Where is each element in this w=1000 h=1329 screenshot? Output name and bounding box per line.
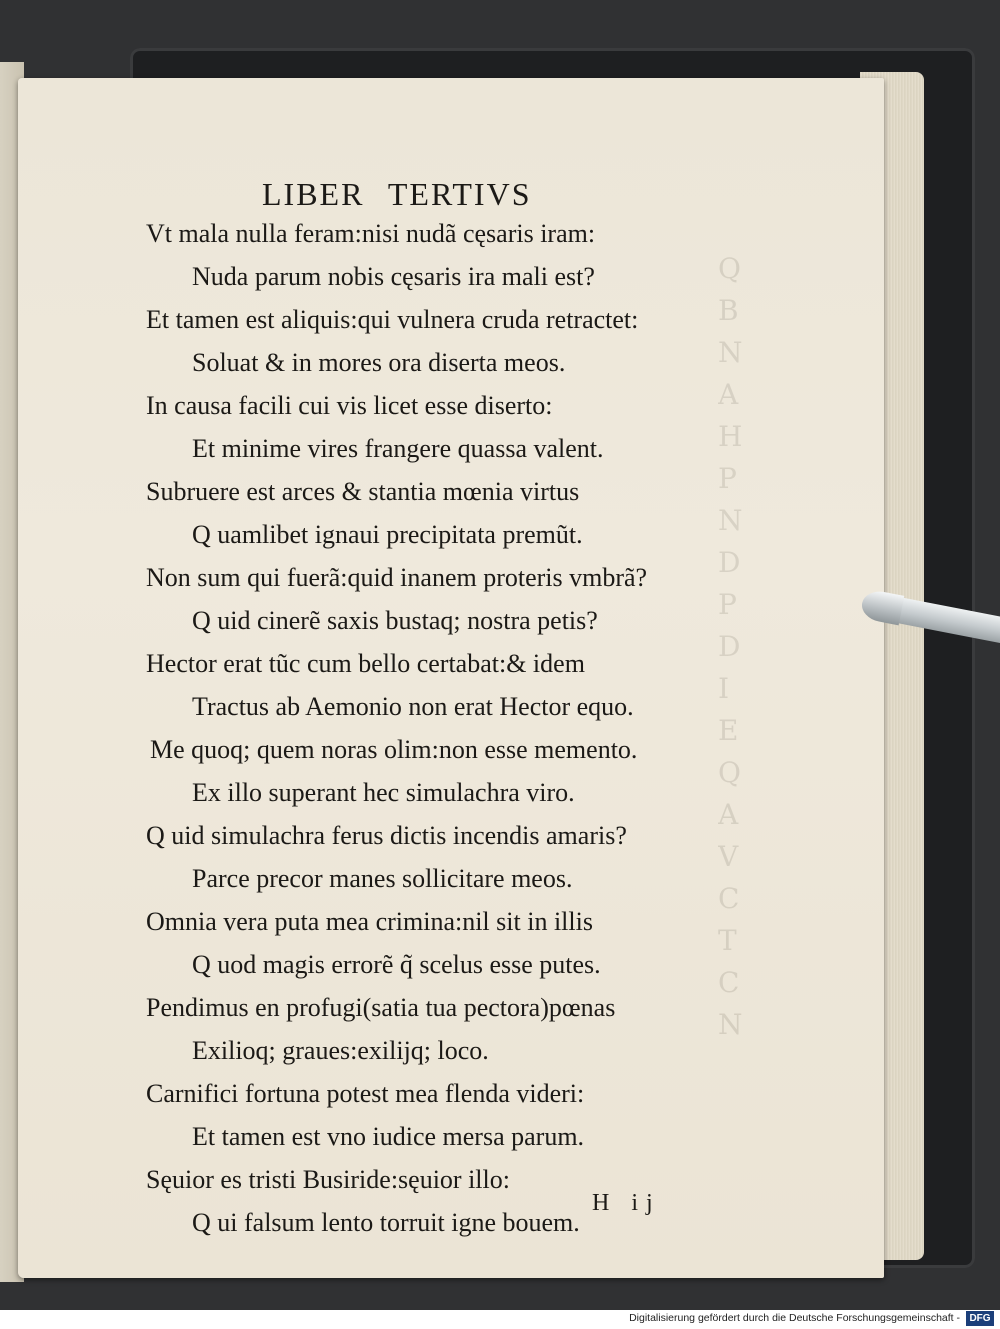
verse-line: Parce precor manes sollicitare meos. (192, 864, 573, 893)
signature-mark: H ij (592, 1190, 661, 1216)
verse-line: Hector erat tũc cum bello certabat:& idem (146, 649, 585, 678)
verse-line: Nuda parum nobis cęsaris ira mali est? (192, 262, 595, 291)
verse-line: Exilioq; graues:exilijq; loco. (192, 1036, 489, 1065)
verse-line: Et minime vires frangere quassa valent. (192, 434, 604, 463)
verse-line: Q uid cinerẽ saxis bustaq; nostra petis? (192, 606, 598, 635)
verse-line: Soluat & in mores ora diserta meos. (192, 348, 566, 377)
verse-line: Omnia vera puta mea crimina:nil sit in illis (146, 907, 593, 936)
show-through-text: Q B N A H P N D P D I E Q A V C T C N (718, 252, 743, 1041)
verse-line: Me quoq; quem noras olim:non esse memento. (150, 735, 638, 764)
dfg-logo: DFG (966, 1311, 994, 1326)
heading-word-liber: LIBER (262, 176, 365, 212)
verse-line: Ex illo superant hec simulachra viro. (192, 778, 575, 807)
verse-line: Et tamen est aliquis:qui vulnera cruda retractet: (146, 305, 639, 334)
running-head (262, 176, 545, 213)
verse-line: Q uid simulachra ferus dictis incendis amaris? (146, 821, 627, 850)
verse-line: Et tamen est vno iudice mersa parum. (192, 1122, 585, 1151)
verse-line: Pendimus en profugi(satia tua pectora)pœnas (146, 993, 616, 1022)
funding-credit: Digitalisierung gefördert durch die Deutsche Forschungsgemeinschaft - (629, 1312, 960, 1324)
verse-line: Sęuior es tristi Busiride:sęuior illo: (146, 1165, 510, 1194)
verse-line: Q uamlibet ignaui precipitata premũt. (192, 520, 583, 549)
verse-line: Q uod magis errorẽ q̃ scelus esse putes. (192, 950, 601, 979)
verse-line: Non sum qui fuerã:quid inanem proteris vmbrã? (146, 563, 648, 592)
verse-line: Carnifici fortuna potest mea flenda videri: (146, 1079, 585, 1108)
verse-line: Q ui falsum lento torruit igne bouem. (192, 1208, 580, 1237)
verse-line: Tractus ab Aemonio non erat Hector equo. (192, 692, 634, 721)
verse-line: In causa facili cui vis licet esse diserto: (146, 391, 553, 420)
verse-line: Subruere est arces & stantia mœnia virtus (146, 477, 580, 506)
verse-line: Vt mala nulla feram:nisi nudã cęsaris iram: (146, 219, 596, 248)
heading-word-tertius: TERTIVS (387, 176, 532, 212)
